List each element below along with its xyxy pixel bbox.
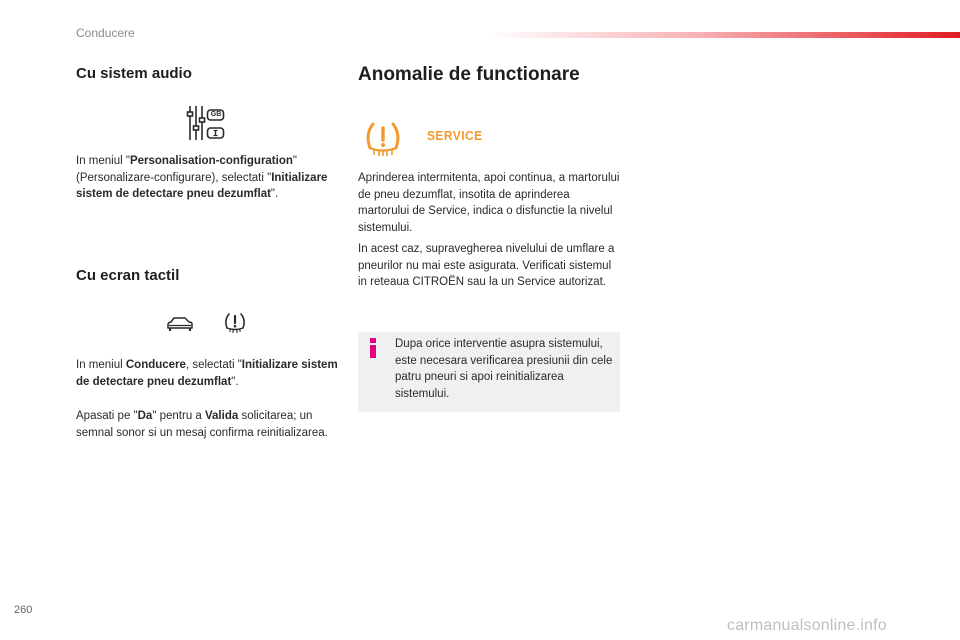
audio-instructions: In meniul "Personalisation-configuration" (Personalizare-configurare), selectati "Initializare sistem de detectare pneu dezumflat".	[76, 155, 328, 200]
confirm-instructions: Apasati pe "Da" pentru a Valida solicitarea; un semnal sonor si un mesaj confirma reinitializarea.	[76, 410, 328, 439]
heading-touch-screen: Cu ecran tactil	[76, 267, 180, 284]
header-accent-bar	[488, 32, 960, 38]
page-number: 260	[14, 604, 33, 616]
audio-icon-label: GB	[210, 111, 222, 118]
audio-settings-icon	[186, 104, 228, 142]
watermark: carmanualsonline.info	[727, 617, 887, 634]
service-warning-icon: SERVICE	[427, 128, 483, 143]
tyre-warning-icon	[223, 311, 247, 335]
malfunction-description: Aprinderea intermitenta, apoi continua, a martorului de pneu dezumflat, insotita de aprinderea martorului de Service, indica o disfunctie la nivelul sistemului.	[358, 172, 620, 234]
car-icon	[166, 316, 194, 332]
info-icon	[369, 338, 377, 358]
heading-audio-system: Cu sistem audio	[76, 65, 192, 82]
heading-malfunction: Anomalie de functionare	[358, 64, 580, 85]
malfunction-action: In acest caz, supravegherea nivelului de umflare a pneurilor nu mai este asigurata. Verificati sistemul in reteaua CITROËN sau la un Service autorizat.	[358, 243, 615, 288]
touch-instructions: In meniul Conducere, selectati "Initializare sistem de detectare pneu dezumflat".	[76, 359, 338, 388]
section-label: Conducere	[76, 26, 135, 40]
tyre-warning-orange-icon	[364, 120, 402, 160]
info-text: Dupa orice interventie asupra sistemului, este necesara verificarea presiunii din cele patru pneuri si apoi reinitializarea sistemului.	[395, 338, 613, 400]
